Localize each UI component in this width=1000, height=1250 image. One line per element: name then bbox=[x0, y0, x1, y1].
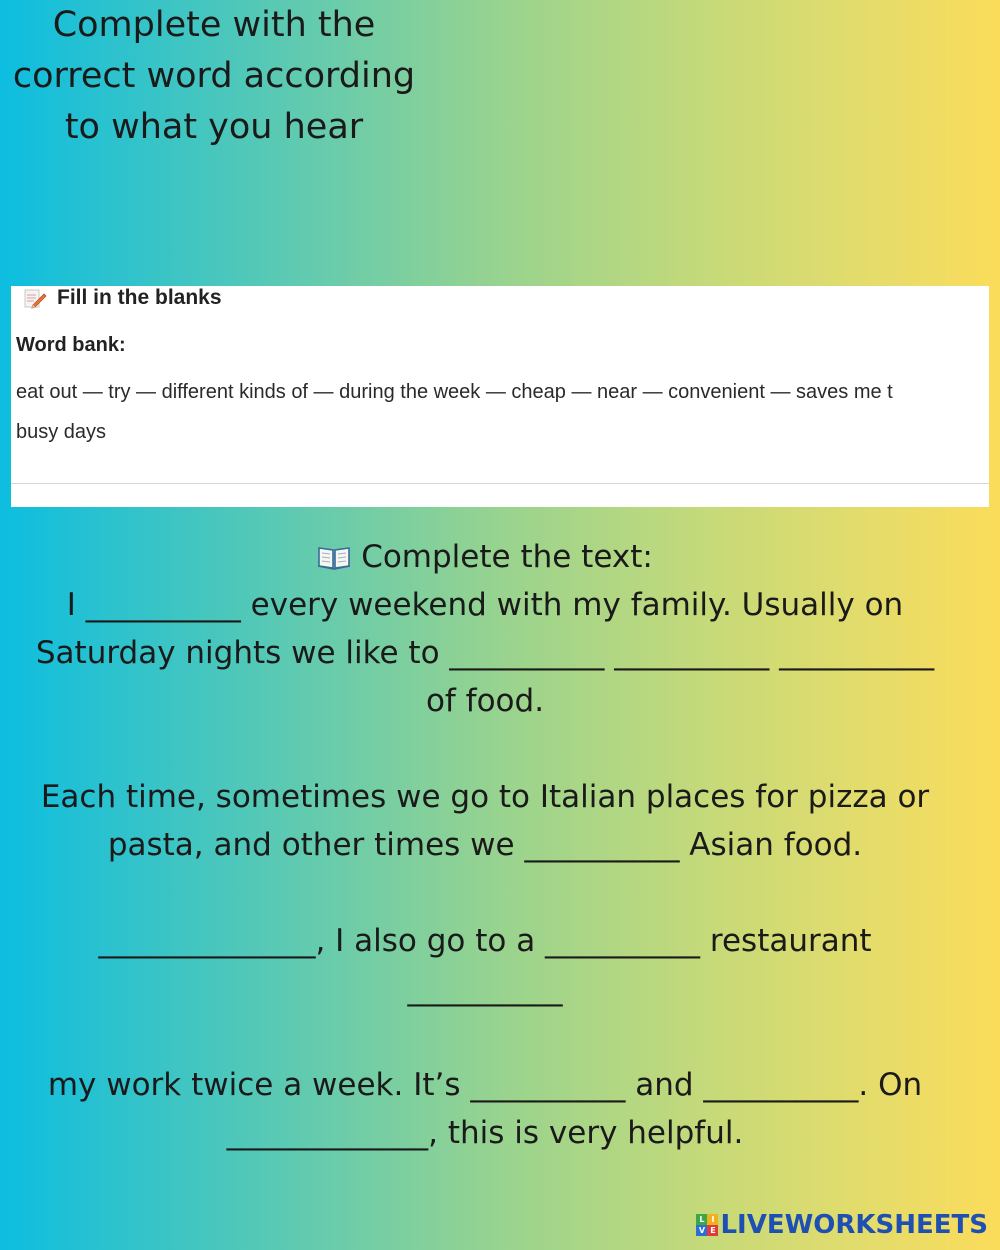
panel-divider bbox=[11, 483, 989, 484]
exercise-paragraph-3a: ______________, I also go to a __________ restaurant bbox=[98, 923, 872, 959]
paragraph-gap bbox=[30, 1013, 940, 1061]
logo-mark-letter: L bbox=[696, 1214, 707, 1225]
exercise-title-text: Complete the text: bbox=[361, 539, 653, 575]
exercise-paragraph-3b: __________ bbox=[407, 971, 563, 1007]
word-bank-line-1: eat out — try — different kinds of — during the week — cheap — near — convenient — saves me t bbox=[16, 381, 893, 403]
exercise-title bbox=[30, 533, 940, 581]
logo-text: LIVEWORKSHEETS bbox=[720, 1210, 988, 1240]
memo-icon bbox=[23, 286, 47, 310]
word-bank-label: Word bank: bbox=[16, 334, 126, 356]
exercise-text bbox=[30, 533, 940, 1157]
exercise-paragraph-2: Each time, sometimes we go to Italian places for pizza or pasta, and other times we __________ Asian food. bbox=[40, 779, 930, 863]
paragraph-gap bbox=[30, 869, 940, 917]
panel-title bbox=[23, 286, 222, 310]
liveworksheets-logo-icon bbox=[696, 1214, 718, 1236]
paragraph-gap bbox=[30, 725, 940, 773]
exercise-paragraph-4: my work twice a week. It’s __________ and __________. On _____________, this is very helpful. bbox=[47, 1067, 923, 1151]
liveworksheets-logo bbox=[696, 1208, 988, 1242]
word-bank-line-2: busy days bbox=[16, 421, 107, 443]
worksheet-heading: Complete with the correct word according to what you hear bbox=[12, 5, 416, 147]
fill-in-blanks-panel bbox=[11, 286, 989, 507]
word-bank-text bbox=[16, 372, 989, 452]
logo-mark-letter: V bbox=[696, 1225, 707, 1236]
exercise-paragraph-1: I __________ every weekend with my family. Usually on Saturday nights we like to __________ __________ __________ of food. bbox=[35, 587, 935, 719]
panel-title-text: Fill in the blanks bbox=[57, 286, 222, 309]
open-book-icon bbox=[317, 544, 351, 570]
logo-mark-letter: I bbox=[707, 1214, 718, 1225]
logo-mark-letter: E bbox=[707, 1225, 718, 1236]
